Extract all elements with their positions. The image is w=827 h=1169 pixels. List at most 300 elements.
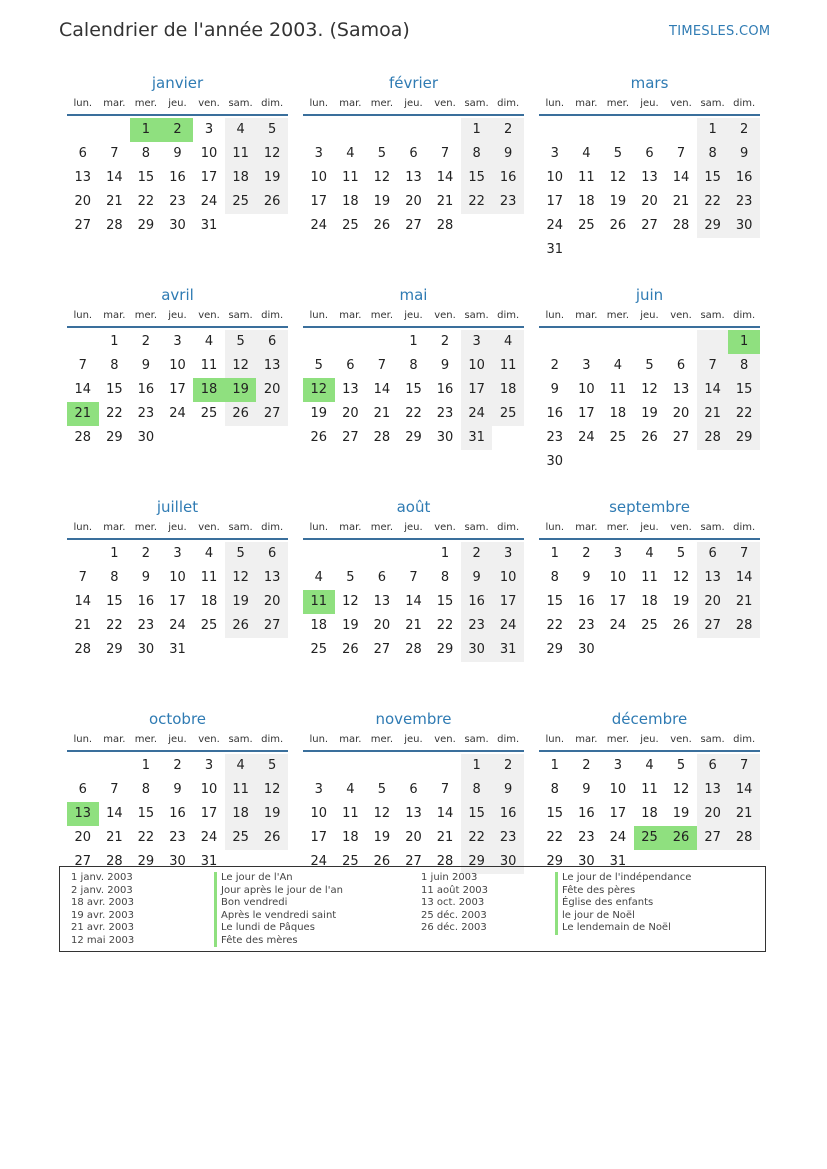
- day-cell: 15: [405, 382, 422, 397]
- weekday-label: mer.: [134, 98, 158, 109]
- day-cell: 14: [672, 170, 690, 185]
- weekday-label: jeu.: [640, 310, 659, 321]
- holiday-name: Église des enfants: [555, 897, 691, 910]
- day-cell: 23: [492, 190, 524, 214]
- empty-day-cell: [429, 754, 461, 778]
- day-cell: 22: [106, 406, 123, 421]
- day-cell: 7: [377, 358, 387, 373]
- day-cell: 16: [492, 802, 524, 826]
- month-name: octobre: [148, 710, 207, 728]
- holiday-name: Fête des pères: [555, 885, 691, 898]
- day-cell: 23: [137, 618, 155, 633]
- holiday-date: 18 avr. 2003: [71, 897, 134, 908]
- day-cell: 17: [609, 594, 627, 609]
- day-cell: 4: [346, 146, 355, 161]
- day-cell: 22: [697, 190, 729, 214]
- weekday-label: jeu.: [168, 522, 187, 533]
- day-cell: 2: [141, 546, 151, 561]
- weekday-label: jeu.: [640, 734, 659, 745]
- day-cell: 15: [461, 166, 493, 190]
- weekday-label: mer.: [606, 522, 630, 533]
- day-grid: [67, 118, 288, 238]
- day-cell: 26: [373, 854, 391, 869]
- day-cell: 7: [440, 146, 450, 161]
- weekday-label: ven.: [434, 734, 456, 745]
- day-cell: 15: [137, 170, 155, 185]
- day-cell: 20: [256, 378, 288, 402]
- holiday-date: 1 janv. 2003: [71, 872, 133, 883]
- weekday-header: [539, 518, 760, 540]
- day-cell: 31: [200, 218, 218, 233]
- empty-day-cell: [602, 118, 634, 142]
- day-cell: 6: [346, 358, 355, 373]
- day-cell: 21: [728, 590, 760, 614]
- day-cell: 3: [173, 334, 182, 349]
- day-cell: 31: [546, 242, 564, 257]
- day-cell: 20: [74, 830, 92, 845]
- day-cell: 4: [492, 330, 524, 354]
- weekday-label: lun.: [309, 310, 329, 321]
- day-cell: 8: [110, 570, 119, 585]
- weekday-label: jeu.: [404, 98, 423, 109]
- day-cell: 1: [728, 330, 760, 354]
- month-4: [303, 284, 524, 496]
- day-grid: [539, 118, 760, 262]
- day-cell: 17: [310, 830, 328, 845]
- day-cell: 27: [256, 402, 288, 426]
- weekday-label: jeu.: [404, 310, 423, 321]
- empty-day-cell: [461, 214, 493, 238]
- day-cell: 2: [582, 546, 591, 561]
- day-cell: 3: [173, 546, 182, 561]
- day-cell: 18: [641, 806, 658, 821]
- day-cell: 27: [74, 218, 92, 233]
- day-cell: 30: [169, 218, 186, 233]
- day-cell: 2: [492, 754, 524, 778]
- weekday-label: mer.: [370, 522, 394, 533]
- day-cell: 13: [641, 170, 658, 185]
- day-cell: 8: [697, 142, 729, 166]
- day-cell: 19: [373, 194, 391, 209]
- day-cell: 25: [200, 618, 218, 633]
- day-cell: 11: [641, 570, 658, 585]
- day-cell: 24: [546, 218, 564, 233]
- weekday-label: dim.: [261, 734, 284, 745]
- day-cell: 27: [405, 854, 422, 869]
- empty-day-cell: [697, 330, 729, 354]
- day-cell: 18: [310, 618, 328, 633]
- holiday-dates-right: [421, 872, 488, 935]
- day-cell: 25: [200, 406, 218, 421]
- day-cell: 27: [74, 854, 92, 869]
- day-cell: 1: [409, 334, 418, 349]
- day-cell: 18: [342, 830, 359, 845]
- weekday-label: sam.: [464, 98, 489, 109]
- day-cell: 15: [137, 806, 155, 821]
- empty-day-cell: [665, 238, 697, 262]
- month-name: février: [388, 74, 439, 92]
- day-cell: 10: [200, 146, 218, 161]
- day-cell: 14: [697, 378, 729, 402]
- day-cell: 1: [550, 546, 559, 561]
- day-cell: 4: [645, 758, 654, 773]
- day-cell: 14: [728, 778, 760, 802]
- empty-day-cell: [335, 754, 367, 778]
- day-cell: 1: [697, 118, 729, 142]
- day-cell: 17: [578, 406, 595, 421]
- day-cell: 20: [697, 802, 729, 826]
- weekday-label: jeu.: [404, 734, 423, 745]
- day-cell: 13: [256, 566, 288, 590]
- day-grid: [67, 542, 288, 662]
- weekday-header: [539, 730, 760, 752]
- day-cell: 9: [461, 566, 493, 590]
- empty-day-cell: [303, 330, 335, 354]
- day-cell: 26: [609, 218, 627, 233]
- day-cell: 3: [613, 758, 623, 773]
- day-cell: 18: [492, 378, 524, 402]
- holiday-name: Bon vendredi: [214, 897, 343, 910]
- day-cell: 3: [204, 758, 214, 773]
- weekday-label: lun.: [73, 310, 93, 321]
- weekday-label: lun.: [545, 98, 565, 109]
- day-cell: 26: [256, 826, 288, 850]
- month-name: mars: [630, 74, 669, 92]
- day-cell: 26: [342, 642, 359, 657]
- day-cell: 26: [672, 618, 690, 633]
- month-7: [303, 496, 524, 708]
- empty-day-cell: [398, 754, 430, 778]
- day-cell: 3: [582, 358, 591, 373]
- day-cell: 19: [672, 594, 690, 609]
- day-cell: 7: [409, 570, 418, 585]
- day-cell: 17: [310, 194, 328, 209]
- empty-day-cell: [697, 238, 729, 262]
- empty-day-cell: [665, 638, 697, 662]
- day-cell: 9: [728, 142, 760, 166]
- day-cell: 17: [609, 806, 627, 821]
- day-cell: 16: [461, 590, 493, 614]
- day-cell: 4: [204, 546, 214, 561]
- weekday-label: mer.: [370, 310, 394, 321]
- day-cell: 30: [461, 638, 493, 662]
- day-cell: 12: [225, 354, 257, 378]
- day-cell: 11: [578, 170, 595, 185]
- day-cell: 2: [440, 334, 450, 349]
- day-cell: 16: [578, 806, 595, 821]
- day-cell: 12: [225, 566, 257, 590]
- day-cell: 31: [492, 638, 524, 662]
- day-cell: 8: [440, 570, 450, 585]
- day-grid: [539, 754, 760, 874]
- weekday-label: ven.: [198, 734, 220, 745]
- day-cell: 18: [609, 406, 627, 421]
- empty-day-cell: [335, 118, 367, 142]
- day-cell: 16: [546, 406, 564, 421]
- day-cell: 7: [110, 146, 119, 161]
- weekday-header: [67, 94, 288, 116]
- day-cell: 30: [137, 642, 155, 657]
- weekday-label: lun.: [73, 98, 93, 109]
- empty-day-cell: [256, 638, 288, 662]
- day-cell: 25: [609, 430, 627, 445]
- day-cell: 17: [169, 594, 186, 609]
- day-cell: 21: [672, 194, 690, 209]
- day-cell: 26: [310, 430, 328, 445]
- day-cell: 11: [641, 782, 658, 797]
- day-cell: 12: [641, 382, 658, 397]
- day-cell: 29: [728, 426, 760, 450]
- day-cell: 13: [67, 802, 99, 826]
- day-cell: 1: [461, 754, 493, 778]
- weekday-label: jeu.: [168, 734, 187, 745]
- day-cell: 24: [461, 402, 493, 426]
- empty-day-cell: [162, 426, 194, 450]
- day-cell: 27: [405, 218, 422, 233]
- empty-day-cell: [634, 118, 666, 142]
- month-name: janvier: [151, 74, 204, 92]
- day-cell: 2: [550, 358, 559, 373]
- day-cell: 19: [672, 806, 690, 821]
- day-cell: 9: [550, 382, 559, 397]
- day-cell: 11: [225, 142, 257, 166]
- day-cell: 5: [256, 118, 288, 142]
- day-cell: 27: [256, 614, 288, 638]
- empty-day-cell: [571, 450, 603, 474]
- day-cell: 12: [609, 170, 627, 185]
- month-1: [303, 72, 524, 284]
- empty-day-cell: [225, 638, 257, 662]
- weekday-label: mar.: [575, 734, 598, 745]
- day-cell: 6: [256, 542, 288, 566]
- weekday-label: dim.: [261, 98, 284, 109]
- day-cell: 1: [110, 334, 119, 349]
- month-3: [67, 284, 288, 496]
- empty-day-cell: [728, 450, 760, 474]
- weekday-label: lun.: [73, 522, 93, 533]
- day-cell: 5: [377, 782, 387, 797]
- day-cell: 22: [461, 826, 493, 850]
- day-cell: 30: [436, 430, 454, 445]
- day-cell: 3: [492, 542, 524, 566]
- day-cell: 10: [169, 358, 186, 373]
- day-cell: 11: [200, 358, 218, 373]
- day-cell: 11: [225, 778, 257, 802]
- weekday-label: dim.: [733, 734, 756, 745]
- day-cell: 24: [200, 830, 218, 845]
- day-cell: 15: [106, 594, 123, 609]
- day-cell: 22: [728, 402, 760, 426]
- empty-day-cell: [665, 330, 697, 354]
- day-cell: 25: [634, 826, 666, 850]
- day-cell: 12: [373, 806, 391, 821]
- day-cell: 21: [106, 830, 123, 845]
- day-cell: 9: [141, 358, 151, 373]
- weekday-label: dim.: [497, 310, 520, 321]
- day-cell: 14: [436, 806, 454, 821]
- day-cell: 18: [641, 594, 658, 609]
- day-cell: 22: [137, 830, 155, 845]
- day-cell: 19: [225, 590, 257, 614]
- day-cell: 12: [672, 782, 690, 797]
- day-cell: 28: [74, 642, 92, 657]
- empty-day-cell: [67, 330, 99, 354]
- day-cell: 18: [200, 594, 218, 609]
- day-cell: 21: [106, 194, 123, 209]
- day-cell: 2: [461, 542, 493, 566]
- day-cell: 6: [78, 146, 87, 161]
- weekday-label: mer.: [606, 734, 630, 745]
- day-cell: 28: [74, 430, 92, 445]
- weekday-label: mar.: [575, 522, 598, 533]
- weekday-label: mar.: [103, 98, 126, 109]
- day-cell: 6: [377, 570, 387, 585]
- day-cell: 9: [173, 146, 182, 161]
- empty-day-cell: [335, 542, 367, 566]
- day-cell: 23: [461, 614, 493, 638]
- day-cell: 3: [314, 146, 323, 161]
- day-cell: 30: [137, 430, 155, 445]
- day-grid: [303, 330, 524, 450]
- day-cell: 15: [461, 802, 493, 826]
- day-cell: 6: [409, 782, 418, 797]
- weekday-label: sam.: [228, 522, 253, 533]
- day-cell: 14: [405, 594, 422, 609]
- month-2: [539, 72, 760, 284]
- empty-day-cell: [335, 330, 367, 354]
- day-cell: 11: [200, 570, 218, 585]
- day-cell: 17: [546, 194, 564, 209]
- weekday-label: ven.: [670, 310, 692, 321]
- weekday-label: sam.: [464, 310, 489, 321]
- day-cell: 4: [613, 358, 623, 373]
- empty-day-cell: [571, 238, 603, 262]
- empty-day-cell: [602, 638, 634, 662]
- weekday-label: mer.: [134, 310, 158, 321]
- day-cell: 23: [578, 830, 595, 845]
- weekday-label: sam.: [464, 522, 489, 533]
- empty-day-cell: [303, 542, 335, 566]
- day-cell: 28: [728, 826, 760, 850]
- empty-day-cell: [492, 214, 524, 238]
- day-cell: 16: [169, 806, 186, 821]
- day-cell: 2: [582, 758, 591, 773]
- day-cell: 16: [436, 382, 454, 397]
- day-cell: 17: [492, 590, 524, 614]
- month-name: décembre: [611, 710, 688, 728]
- weekday-label: ven.: [434, 310, 456, 321]
- day-cell: 11: [492, 354, 524, 378]
- day-cell: 29: [137, 218, 155, 233]
- weekday-label: dim.: [733, 98, 756, 109]
- weekday-label: ven.: [670, 522, 692, 533]
- day-cell: 28: [728, 614, 760, 638]
- holiday-name: Le lendemain de Noël: [555, 922, 691, 935]
- day-cell: 5: [346, 570, 355, 585]
- weekday-label: mer.: [370, 98, 394, 109]
- weekday-label: jeu.: [168, 310, 187, 321]
- day-cell: 10: [578, 382, 595, 397]
- weekday-label: lun.: [309, 98, 329, 109]
- day-cell: 6: [409, 146, 418, 161]
- day-cell: 8: [409, 358, 418, 373]
- day-cell: 14: [106, 806, 123, 821]
- day-cell: 8: [461, 142, 493, 166]
- day-grid: [67, 754, 288, 874]
- day-cell: 18: [193, 378, 225, 402]
- day-cell: 5: [613, 146, 623, 161]
- empty-day-cell: [256, 214, 288, 238]
- day-cell: 29: [436, 642, 454, 657]
- weekday-header: [67, 518, 288, 540]
- empty-day-cell: [634, 638, 666, 662]
- holiday-name: Jour après le jour de l'an: [214, 885, 343, 898]
- day-cell: 21: [405, 618, 422, 633]
- weekday-label: dim.: [497, 98, 520, 109]
- weekday-label: dim.: [497, 734, 520, 745]
- day-cell: 27: [373, 642, 391, 657]
- day-cell: 24: [609, 830, 627, 845]
- day-cell: 29: [546, 854, 564, 869]
- day-cell: 5: [676, 758, 686, 773]
- month-name: mai: [399, 286, 428, 304]
- weekday-label: mer.: [606, 310, 630, 321]
- day-cell: 23: [169, 830, 186, 845]
- day-cell: 22: [461, 190, 493, 214]
- day-cell: 13: [405, 170, 422, 185]
- day-cell: 5: [314, 358, 323, 373]
- day-cell: 23: [728, 190, 760, 214]
- month-name: novembre: [375, 710, 452, 728]
- weekday-label: jeu.: [640, 522, 659, 533]
- empty-day-cell: [634, 238, 666, 262]
- day-grid: [539, 330, 760, 474]
- weekday-label: mar.: [103, 310, 126, 321]
- holiday-date: 13 oct. 2003: [421, 897, 485, 908]
- day-cell: 20: [405, 830, 422, 845]
- day-grid: [539, 542, 760, 662]
- day-cell: 21: [436, 194, 454, 209]
- empty-day-cell: [539, 118, 571, 142]
- day-cell: 30: [546, 454, 564, 469]
- weekday-label: mar.: [103, 734, 126, 745]
- holiday-date: 12 mai 2003: [71, 934, 135, 946]
- day-cell: 24: [169, 406, 186, 421]
- day-cell: 23: [578, 618, 595, 633]
- day-cell: 27: [672, 430, 690, 445]
- day-cell: 19: [310, 406, 328, 421]
- weekday-label: dim.: [497, 522, 520, 533]
- weekday-header: [539, 306, 760, 328]
- day-cell: 1: [461, 118, 493, 142]
- day-cell: 1: [141, 758, 151, 773]
- weekday-label: lun.: [309, 734, 329, 745]
- day-cell: 30: [728, 214, 760, 238]
- day-cell: 8: [110, 358, 119, 373]
- weekday-label: mer.: [134, 734, 158, 745]
- day-cell: 9: [492, 778, 524, 802]
- day-cell: 9: [173, 782, 182, 797]
- brand-link[interactable]: TIMESLES.COM: [669, 24, 771, 39]
- day-cell: 15: [697, 166, 729, 190]
- day-cell: 18: [225, 802, 257, 826]
- day-cell: 27: [342, 430, 359, 445]
- day-cell: 30: [578, 854, 595, 869]
- day-cell: 16: [137, 594, 155, 609]
- holiday-date: 2 janv. 2003: [71, 884, 133, 896]
- weekday-label: mar.: [339, 734, 362, 745]
- day-cell: 12: [342, 594, 359, 609]
